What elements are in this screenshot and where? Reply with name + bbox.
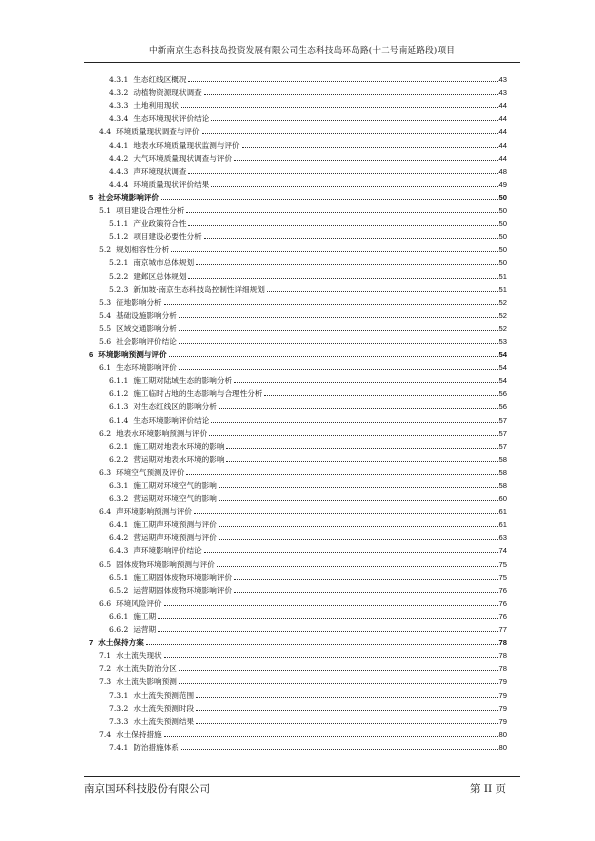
toc-entry[interactable] xyxy=(89,137,507,150)
toc-entry-page: 58 xyxy=(498,467,507,477)
toc-entry[interactable] xyxy=(89,295,507,308)
toc-leader-dots xyxy=(196,697,497,698)
toc-leader-dots xyxy=(179,343,498,344)
toc-entry-title: 水土流失预测时段 xyxy=(133,703,195,713)
toc-entry[interactable] xyxy=(89,504,507,517)
toc-entry-page: 58 xyxy=(498,481,507,490)
toc-entry[interactable] xyxy=(89,360,507,373)
toc-entry-page: 50 xyxy=(498,219,507,229)
toc-entry[interactable] xyxy=(89,373,507,386)
toc-entry-number: 4.4.2 xyxy=(109,153,129,163)
toc-leader-dots xyxy=(181,749,498,750)
toc-entry-number: 5.2.2 xyxy=(109,271,129,281)
toc-entry-title: 施工期固体废物环境影响评价 xyxy=(133,572,233,582)
toc-entry-number: 7.3.1 xyxy=(109,690,129,700)
toc-entry-number: 6.1.1 xyxy=(109,376,129,386)
toc-leader-dots xyxy=(226,461,497,462)
toc-entry[interactable] xyxy=(89,570,507,583)
toc-leader-dots xyxy=(217,566,498,567)
toc-entry[interactable] xyxy=(89,229,507,242)
toc-entry-number: 6.1.2 xyxy=(109,389,129,399)
toc-entry[interactable] xyxy=(89,478,507,491)
toc-entry-title: 建邺区总体规划 xyxy=(133,271,187,281)
toc-entry-number: 7.3.2 xyxy=(109,703,129,713)
toc-entry-title: 防治措施体系 xyxy=(133,742,179,752)
toc-entry-number: 6 xyxy=(89,350,94,360)
toc-entry-page: 54 xyxy=(498,363,507,373)
toc-entry[interactable] xyxy=(89,465,507,478)
toc-entry-title: 征地影响分析 xyxy=(116,297,162,307)
toc-entry[interactable] xyxy=(89,255,507,268)
toc-leader-dots xyxy=(158,618,497,619)
toc-entry-page: 74 xyxy=(498,546,507,556)
toc-entry-title: 施工期对环境空气的影响 xyxy=(133,481,217,490)
footer-company: 南京国环科技股份有限公司 xyxy=(84,783,210,795)
toc-entry-title: 营运期声环境预测与评价 xyxy=(133,533,217,543)
toc-leader-dots xyxy=(188,173,497,174)
toc-entry-title: 地表水环境质量现状监测与评价 xyxy=(133,140,240,150)
toc-entry-number: 6.2 xyxy=(99,428,112,438)
toc-entry[interactable] xyxy=(89,242,507,255)
toc-entry[interactable] xyxy=(89,124,507,137)
toc-entry-page: 79 xyxy=(498,690,507,700)
toc-entry-page: 43 xyxy=(498,75,507,85)
toc-entry-number: 5.2.3 xyxy=(109,284,129,294)
page-footer xyxy=(84,776,520,796)
toc-leader-dots xyxy=(188,225,497,226)
toc-entry[interactable] xyxy=(89,111,507,124)
toc-entry-page: 50 xyxy=(498,258,507,268)
toc-entry-number: 4.4.3 xyxy=(109,166,129,176)
toc-entry-number: 4.4 xyxy=(99,127,112,137)
toc-entry[interactable] xyxy=(89,596,507,609)
toc-leader-dots xyxy=(211,120,497,121)
toc-entry-title: 水土流失现状 xyxy=(116,651,162,661)
toc-entry-page: 80 xyxy=(498,742,507,752)
toc-leader-dots xyxy=(186,212,497,213)
toc-entry-title: 水土流失影响预测 xyxy=(116,677,177,687)
toc-entry-page: 43 xyxy=(498,88,507,98)
toc-entry-title: 环境质量现状评价结果 xyxy=(133,179,210,189)
toc-leader-dots xyxy=(181,107,498,108)
toc-entry[interactable] xyxy=(89,622,507,635)
toc-entry-page: 56 xyxy=(498,402,507,412)
toc-entry[interactable] xyxy=(89,543,507,556)
toc-entry-page: 60 xyxy=(498,494,507,504)
toc-entry-number: 6.4.1 xyxy=(109,520,129,530)
toc-entry-page: 54 xyxy=(498,350,507,360)
toc-leader-dots xyxy=(264,395,497,396)
toc-entry-number: 6.1 xyxy=(99,363,112,373)
toc-entry[interactable] xyxy=(89,491,507,504)
toc-leader-dots xyxy=(204,94,498,95)
toc-entry-title: 产业政策符合性 xyxy=(133,219,187,229)
toc-entry[interactable] xyxy=(89,687,507,700)
toc-leader-dots xyxy=(179,670,498,671)
toc-entry-title: 运营期固体废物环境影响评价 xyxy=(133,585,233,595)
toc-entry-page: 56 xyxy=(498,389,507,399)
toc-entry-page: 50 xyxy=(498,232,507,242)
toc-leader-dots xyxy=(234,592,498,593)
toc-entry[interactable] xyxy=(89,308,507,321)
toc-entry-number: 6.3.1 xyxy=(109,481,129,490)
toc-entry-number: 4.4.1 xyxy=(109,140,129,150)
toc-entry[interactable] xyxy=(89,674,507,687)
toc-entry-title: 营运期对地表水环境的影响 xyxy=(133,454,225,464)
toc-entry-title: 项目建设必要性分析 xyxy=(133,232,202,242)
toc-entry-title: 规划相容性分析 xyxy=(116,245,170,255)
toc-entry-title: 区域交通影响分析 xyxy=(116,323,177,333)
toc-leader-dots xyxy=(196,723,497,724)
toc-entry[interactable] xyxy=(89,609,507,622)
toc-entry-page: 79 xyxy=(498,677,507,687)
toc-entry-number: 5.5 xyxy=(99,323,112,333)
toc-leader-dots xyxy=(219,487,498,488)
toc-leader-dots xyxy=(211,186,497,187)
toc-entry-number: 6.6 xyxy=(99,598,112,608)
toc-entry[interactable] xyxy=(89,635,507,648)
toc-entry-number: 6.4 xyxy=(99,507,112,517)
table-of-contents xyxy=(89,72,507,753)
toc-entry-title: 地表水环境影响预测与评价 xyxy=(116,428,208,438)
toc-entry-title: 固体废物环境影响预测与评价 xyxy=(116,559,215,569)
toc-entry-title: 环境空气预测及评价 xyxy=(116,467,185,477)
toc-entry-title: 声环境影响评价结论 xyxy=(133,546,202,556)
toc-entry-number: 7 xyxy=(89,638,94,648)
toc-entry[interactable] xyxy=(89,203,507,216)
toc-entry-page: 75 xyxy=(498,572,507,582)
toc-leader-dots xyxy=(219,526,498,527)
toc-leader-dots xyxy=(194,513,498,514)
toc-entry-number: 4.3.2 xyxy=(109,88,129,98)
toc-leader-dots xyxy=(234,579,498,580)
toc-entry-number: 7.4 xyxy=(99,729,112,739)
toc-entry-page: 78 xyxy=(498,651,507,661)
toc-leader-dots xyxy=(164,605,498,606)
toc-leader-dots xyxy=(234,382,498,383)
toc-leader-dots xyxy=(161,199,498,200)
toc-entry-title: 施工期声环境预测与评价 xyxy=(133,520,217,530)
toc-entry-page: 44 xyxy=(498,153,507,163)
toc-entry-title: 运营期 xyxy=(133,625,157,635)
toc-entry[interactable] xyxy=(89,530,507,543)
toc-entry-title: 大气环境质量现状调查与评价 xyxy=(133,153,233,163)
toc-entry-number: 5.3 xyxy=(99,297,112,307)
toc-entry-page: 57 xyxy=(498,428,507,438)
toc-entry-number: 4.4.4 xyxy=(109,179,129,189)
toc-leader-dots xyxy=(186,474,497,475)
toc-entry-title: 生态环境影响评价结论 xyxy=(133,415,210,425)
toc-entry-title: 水土流失预测范围 xyxy=(133,690,195,700)
toc-entry[interactable] xyxy=(89,177,507,190)
toc-entry[interactable] xyxy=(89,439,507,452)
toc-leader-dots xyxy=(164,304,498,305)
toc-entry-page: 54 xyxy=(498,376,507,386)
toc-entry-page: 76 xyxy=(498,598,507,608)
toc-entry-page: 44 xyxy=(498,140,507,150)
toc-entry-title: 施工期 xyxy=(133,611,157,621)
toc-entry-page: 52 xyxy=(498,323,507,333)
toc-entry-page: 76 xyxy=(498,585,507,595)
toc-leader-dots xyxy=(234,160,498,161)
toc-entry[interactable] xyxy=(89,452,507,465)
toc-entry-number: 6.5.2 xyxy=(109,585,129,595)
toc-entry[interactable] xyxy=(89,85,507,98)
toc-leader-dots xyxy=(171,251,497,252)
toc-entry-title: 水土流失预测结果 xyxy=(133,716,195,726)
toc-entry[interactable] xyxy=(89,151,507,164)
toc-entry-number: 6.6.1 xyxy=(109,611,129,621)
toc-leader-dots xyxy=(209,435,497,436)
toc-entry-title: 社会影响评价结论 xyxy=(116,336,177,346)
toc-entry-number: 6.4.2 xyxy=(109,533,129,543)
toc-entry-page: 50 xyxy=(498,245,507,255)
toc-entry-number: 7.4.1 xyxy=(109,742,129,752)
toc-entry-title: 基础设施影响分析 xyxy=(116,310,177,320)
toc-entry[interactable] xyxy=(89,321,507,334)
toc-entry-number: 4.3.3 xyxy=(109,101,129,111)
toc-entry-number: 6.5 xyxy=(99,559,112,569)
toc-entry-number: 5.4 xyxy=(99,310,112,320)
toc-entry[interactable] xyxy=(89,412,507,425)
toc-entry-title: 项目建设合理性分析 xyxy=(116,206,185,216)
toc-entry[interactable] xyxy=(89,164,507,177)
toc-entry-number: 5.1 xyxy=(99,206,112,216)
toc-entry-page: 52 xyxy=(498,310,507,320)
toc-entry-number: 6.2.1 xyxy=(109,441,129,451)
toc-entry[interactable] xyxy=(89,701,507,714)
running-header: 中新南京生态科技岛投资发展有限公司生态科技岛环岛路(十二号南延路段)项目 xyxy=(84,44,520,63)
toc-entry-number: 4.3.1 xyxy=(109,75,129,85)
toc-entry-number: 6.1.3 xyxy=(109,402,129,412)
toc-entry-page: 50 xyxy=(498,206,507,216)
toc-entry-page: 61 xyxy=(498,520,507,530)
toc-entry[interactable] xyxy=(89,72,507,85)
toc-entry[interactable] xyxy=(89,347,507,360)
toc-entry-title: 新加坡·南京生态科技岛控制性详细规划 xyxy=(133,284,265,294)
toc-leader-dots xyxy=(146,644,498,645)
toc-entry-number: 6.3.2 xyxy=(109,494,129,504)
toc-leader-dots xyxy=(267,291,498,292)
toc-entry-page: 57 xyxy=(498,441,507,451)
toc-entry-title: 生态红线区概况 xyxy=(133,75,187,85)
toc-leader-dots xyxy=(242,147,498,148)
toc-entry-title: 施工临时占地的生态影响与合理性分析 xyxy=(133,389,263,399)
toc-entry-number: 6.3 xyxy=(99,467,112,477)
toc-entry-page: 79 xyxy=(498,716,507,726)
toc-leader-dots xyxy=(196,710,497,711)
toc-entry-number: 7.3 xyxy=(99,677,112,687)
toc-entry-page: 78 xyxy=(498,664,507,674)
toc-entry-title: 声环境影响预测与评价 xyxy=(116,507,193,517)
toc-entry-page: 63 xyxy=(498,533,507,543)
toc-leader-dots xyxy=(179,330,498,331)
toc-entry-title: 声环境现状调查 xyxy=(133,166,187,176)
toc-entry-number: 5.2.1 xyxy=(109,258,129,268)
toc-entry[interactable] xyxy=(89,190,507,203)
toc-entry-page: 50 xyxy=(498,192,507,202)
toc-entry[interactable] xyxy=(89,740,507,753)
toc-entry-page: 52 xyxy=(498,297,507,307)
toc-entry-number: 5.1.1 xyxy=(109,219,129,229)
toc-entry-page: 79 xyxy=(498,703,507,713)
toc-entry-title: 动植物资源现状调查 xyxy=(133,88,202,98)
toc-entry[interactable] xyxy=(89,727,507,740)
toc-leader-dots xyxy=(164,657,498,658)
toc-entry[interactable] xyxy=(89,334,507,347)
toc-entry-title: 营运期对环境空气的影响 xyxy=(133,494,217,504)
toc-entry-number: 7.3.3 xyxy=(109,716,129,726)
toc-entry[interactable] xyxy=(89,282,507,295)
toc-entry-title: 施工期对地表水环境的影响 xyxy=(133,441,225,451)
toc-entry-title: 南京城市总体规划 xyxy=(133,258,195,268)
toc-entry-page: 53 xyxy=(498,336,507,346)
toc-leader-dots xyxy=(158,631,497,632)
toc-entry-number: 5.1.2 xyxy=(109,232,129,242)
toc-entry-page: 58 xyxy=(498,454,507,464)
toc-entry-title: 环境影响预测与评价 xyxy=(98,350,167,360)
toc-entry-page: 78 xyxy=(498,638,507,648)
toc-entry-page: 48 xyxy=(498,166,507,176)
toc-entry-title: 生态环境影响评价 xyxy=(116,363,177,373)
toc-entry-title: 土地利用现状 xyxy=(133,101,179,111)
toc-entry-page: 75 xyxy=(498,559,507,569)
toc-entry-title: 对生态红线区的影响分析 xyxy=(133,402,217,412)
toc-entry-page: 61 xyxy=(498,507,507,517)
toc-entry-page: 51 xyxy=(498,284,507,294)
toc-entry[interactable] xyxy=(89,216,507,229)
toc-entry-page: 80 xyxy=(498,729,507,739)
footer-page-number: 第 II 页 xyxy=(470,783,506,795)
toc-entry-number: 5.2 xyxy=(99,245,112,255)
toc-entry-page: 44 xyxy=(498,114,507,124)
toc-entry[interactable] xyxy=(89,714,507,727)
toc-entry-title: 施工期对陆域生态的影响分析 xyxy=(133,376,233,386)
toc-entry-number: 6.2.2 xyxy=(109,454,129,464)
toc-entry-number: 6.5.1 xyxy=(109,572,129,582)
toc-entry-page: 51 xyxy=(498,271,507,281)
toc-leader-dots xyxy=(204,238,498,239)
toc-leader-dots xyxy=(204,552,498,553)
toc-entry-number: 6.1.4 xyxy=(109,415,129,425)
toc-entry-title: 水土保持方案 xyxy=(98,638,144,648)
toc-leader-dots xyxy=(202,133,498,134)
toc-entry-title: 环境风险评价 xyxy=(116,598,162,608)
toc-entry-title: 社会环境影响评价 xyxy=(98,192,159,202)
toc-entry[interactable] xyxy=(89,426,507,439)
toc-entry[interactable] xyxy=(89,661,507,674)
toc-leader-dots xyxy=(179,369,498,370)
toc-entry-page: 57 xyxy=(498,415,507,425)
toc-leader-dots xyxy=(169,356,498,357)
toc-leader-dots xyxy=(188,81,497,82)
toc-entry-title: 生态环境现状评价结论 xyxy=(133,114,210,124)
toc-leader-dots xyxy=(164,736,498,737)
toc-entry-page: 76 xyxy=(498,611,507,621)
toc-entry-page: 49 xyxy=(498,179,507,189)
toc-entry-page: 77 xyxy=(498,625,507,635)
toc-leader-dots xyxy=(196,264,497,265)
toc-entry-number: 7.2 xyxy=(99,664,112,674)
toc-entry[interactable] xyxy=(89,556,507,569)
toc-entry-title: 水土保持措施 xyxy=(116,729,162,739)
toc-entry-page: 44 xyxy=(498,101,507,111)
toc-entry-title: 水土流失防治分区 xyxy=(116,664,177,674)
toc-leader-dots xyxy=(188,278,497,279)
toc-entry-number: 5.6 xyxy=(99,336,112,346)
toc-leader-dots xyxy=(219,500,498,501)
toc-entry-number: 5 xyxy=(89,192,94,202)
toc-leader-dots xyxy=(211,422,497,423)
toc-leader-dots xyxy=(226,448,497,449)
toc-entry[interactable] xyxy=(89,399,507,412)
toc-entry-page: 44 xyxy=(498,127,507,137)
toc-leader-dots xyxy=(179,683,498,684)
toc-leader-dots xyxy=(219,539,498,540)
toc-entry-number: 4.3.4 xyxy=(109,114,129,124)
toc-entry-title: 环境质量现状调查与评价 xyxy=(116,127,200,137)
toc-entry[interactable] xyxy=(89,386,507,399)
toc-leader-dots xyxy=(179,317,498,318)
toc-entry[interactable] xyxy=(89,648,507,661)
toc-entry[interactable] xyxy=(89,98,507,111)
toc-entry[interactable] xyxy=(89,583,507,596)
toc-entry[interactable] xyxy=(89,517,507,530)
toc-leader-dots xyxy=(219,408,498,409)
toc-entry[interactable] xyxy=(89,268,507,281)
toc-entry-number: 6.4.3 xyxy=(109,546,129,556)
toc-entry-number: 7.1 xyxy=(99,651,112,661)
toc-entry-number: 6.6.2 xyxy=(109,625,129,635)
